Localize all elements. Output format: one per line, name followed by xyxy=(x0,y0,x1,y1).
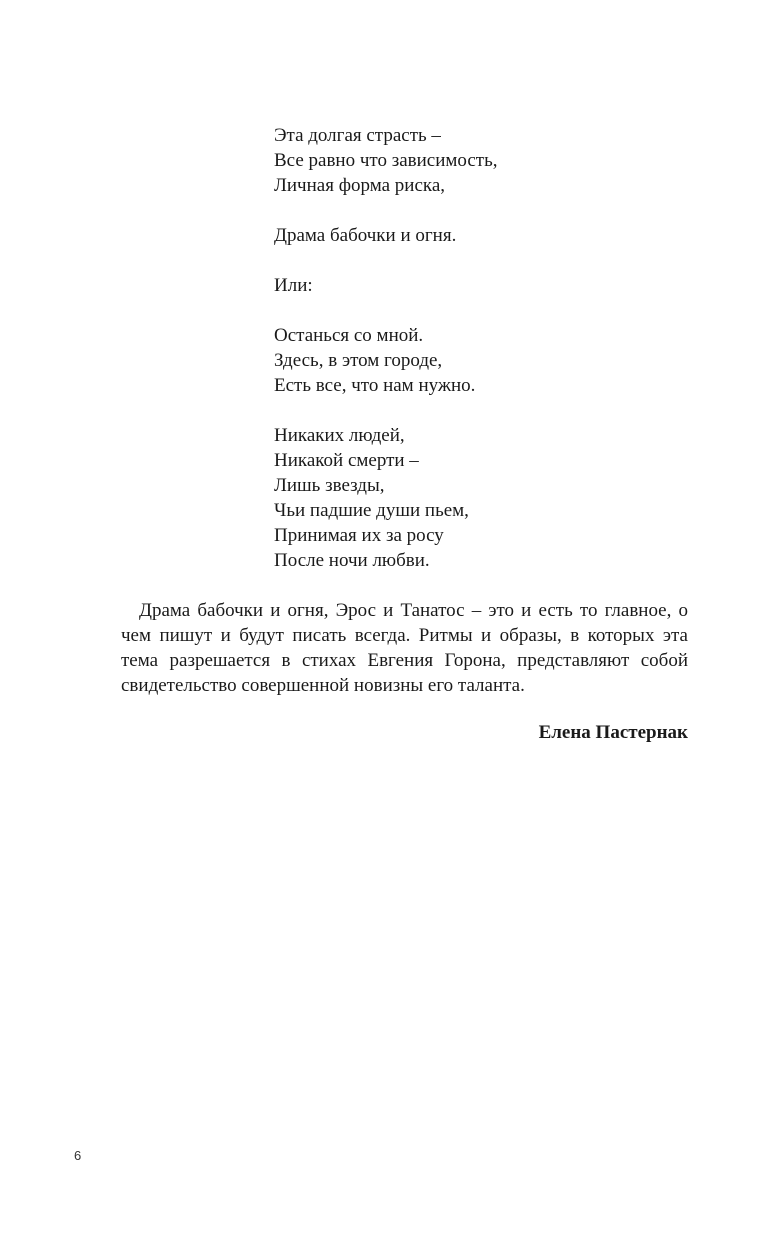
poem-line: Принимая их за росу xyxy=(274,525,444,546)
poem-stanza xyxy=(274,223,694,248)
poem-line: Эта долгая страсть – xyxy=(274,125,441,146)
poem-line: Есть все, что нам нужно. xyxy=(274,375,476,396)
poem-line: Никакой смерти – xyxy=(274,450,419,471)
poem-line: Чьи падшие души пьем, xyxy=(274,500,469,521)
poem-line: После ночи любви. xyxy=(274,550,430,571)
poem-line: Здесь, в этом городе, xyxy=(274,350,443,371)
author-signature: Елена Пастернак xyxy=(538,722,688,743)
poem-stanza xyxy=(274,423,694,573)
poem-line: Или: xyxy=(274,275,313,296)
poem-stanza xyxy=(274,323,694,398)
page-number: 6 xyxy=(74,1148,82,1163)
poem xyxy=(274,123,694,573)
poem-line: Никаких людей, xyxy=(274,425,405,446)
poem-line: Все равно что зависимость, xyxy=(274,150,498,171)
poem-stanza xyxy=(274,273,694,298)
poem-line: Лишь звезды, xyxy=(274,475,385,496)
poem-line: Останься со мной. xyxy=(274,325,424,346)
poem-line: Драма бабочки и огня. xyxy=(274,225,457,246)
prose-paragraph: Драма бабочки и огня, Эрос и Танатос – это и есть то главное, о чем пишут и будут писать всегда. Ритмы и образы, в которых эта тема разрешается в стихах Евгения Горона, представляют собой свидетельство совершенной новизны его таланта. xyxy=(121,600,688,696)
poem-line: Личная форма риска, xyxy=(274,175,446,196)
poem-stanza xyxy=(274,123,694,198)
